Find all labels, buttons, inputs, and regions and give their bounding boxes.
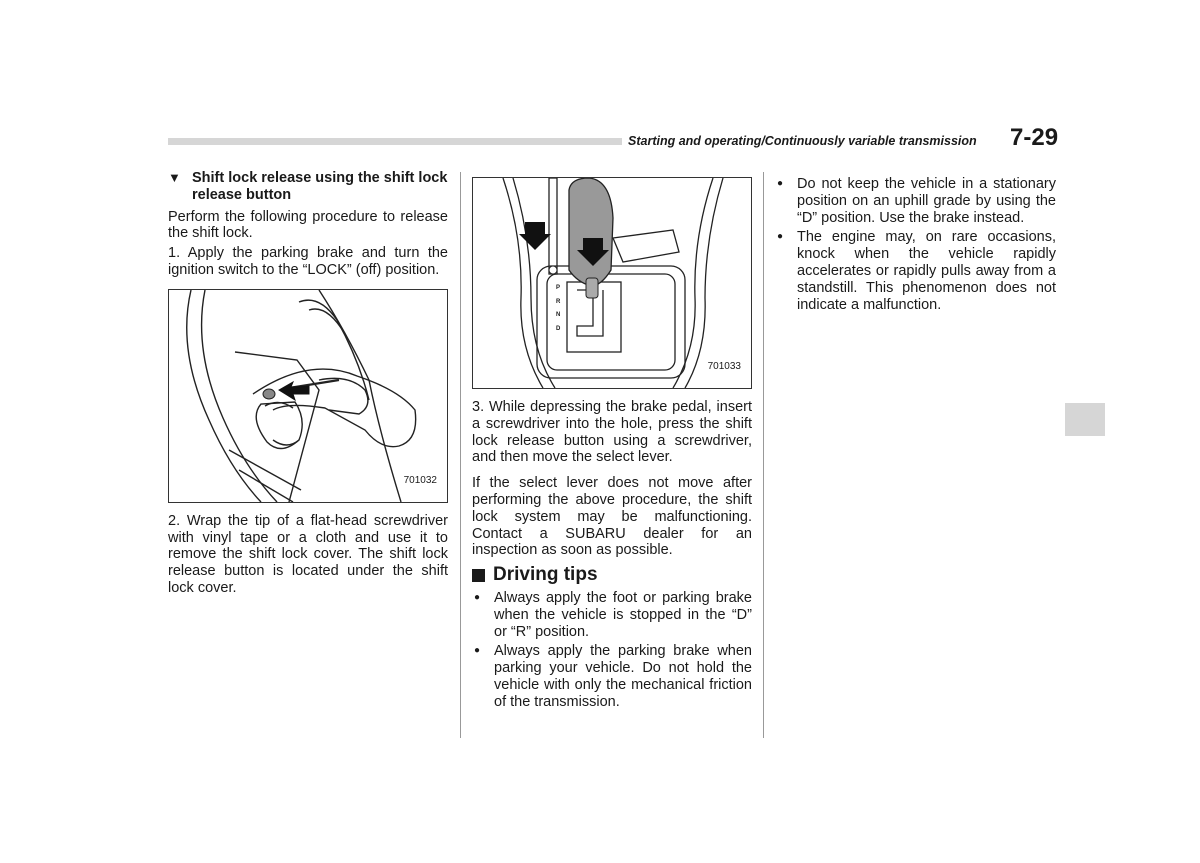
- driving-tips-title: Driving tips: [493, 564, 598, 586]
- gear-label-d: D: [556, 325, 561, 332]
- shift-lever-illustration: [473, 178, 751, 388]
- column-2: [472, 177, 752, 714]
- bullet-dot-icon: ●: [777, 231, 784, 243]
- step-1: 1. Apply the parking brake and turn the ignition switch to the “LOCK” (off) position.: [168, 245, 448, 278]
- square-bullet-icon: [472, 569, 485, 582]
- column-divider-left: [460, 172, 461, 738]
- subheading: [168, 170, 448, 204]
- bullet-dot-icon: ●: [474, 591, 481, 603]
- section-title: Starting and operating/Continuously variable transmission: [628, 134, 977, 148]
- bullet-dot-icon: ●: [777, 178, 784, 189]
- intro-text: Perform the following procedure to release the shift lock.: [168, 208, 448, 242]
- triangle-down-icon: ▼: [168, 170, 181, 185]
- step-3: 3. While depressing the brake pedal, insert a screwdriver into the hole, press the shift lock release button using a screwdriver, and then move the select lever.: [472, 399, 752, 466]
- list-item: ● Do not keep the vehicle in a stationary position on an uphill grade by using the “D” position. Use the brake instead.: [777, 176, 1056, 226]
- page-number: 7-29: [1010, 124, 1059, 151]
- gear-label-n: N: [556, 312, 561, 318]
- chapter-tab: [1065, 403, 1105, 436]
- figure-1033: [472, 177, 752, 389]
- figure-code: 701033: [707, 361, 741, 373]
- gear-label-r: R: [556, 298, 561, 305]
- header-rule: [168, 138, 622, 145]
- screwdriver-illustration: [169, 290, 447, 502]
- malfunction-note: If the select lever does not move after performing the above procedure, the shift lock system may be malfunctioning. Contact a SUBARU dealer for an inspection as soon as possible.: [472, 475, 752, 559]
- bullet-dot-icon: ●: [474, 645, 481, 657]
- column-3: [775, 176, 1056, 316]
- step-2: 2. Wrap the tip of a flat-head screwdriver with vinyl tape or a cloth and use it to remove the shift lock cover. The shift lock release button is located under the shift lock cover.: [168, 512, 448, 596]
- driving-tips-heading: [472, 564, 752, 586]
- column-divider-right: [763, 172, 764, 738]
- column-1: [168, 170, 448, 597]
- subheading-text: Shift lock release using the shift lock release button: [192, 170, 448, 203]
- figure-1032: [168, 289, 448, 503]
- gear-labels: [556, 282, 560, 336]
- figure-code: 701032: [403, 474, 437, 486]
- list-item: ● Always apply the foot or parking brake when the vehicle is stopped in the “D” or “R” position.: [474, 589, 752, 640]
- list-item: ● The engine may, on rare occasions, knock when the vehicle rapidly accelerates or rapidly pulls away from a standstill. This phenomenon does not indicate a malfunction.: [777, 229, 1056, 313]
- gear-label-p: P: [556, 285, 561, 291]
- list-item: ● Always apply the parking brake when parking your vehicle. Do not hold the vehicle with only the mechanical friction of the transmission.: [474, 643, 752, 710]
